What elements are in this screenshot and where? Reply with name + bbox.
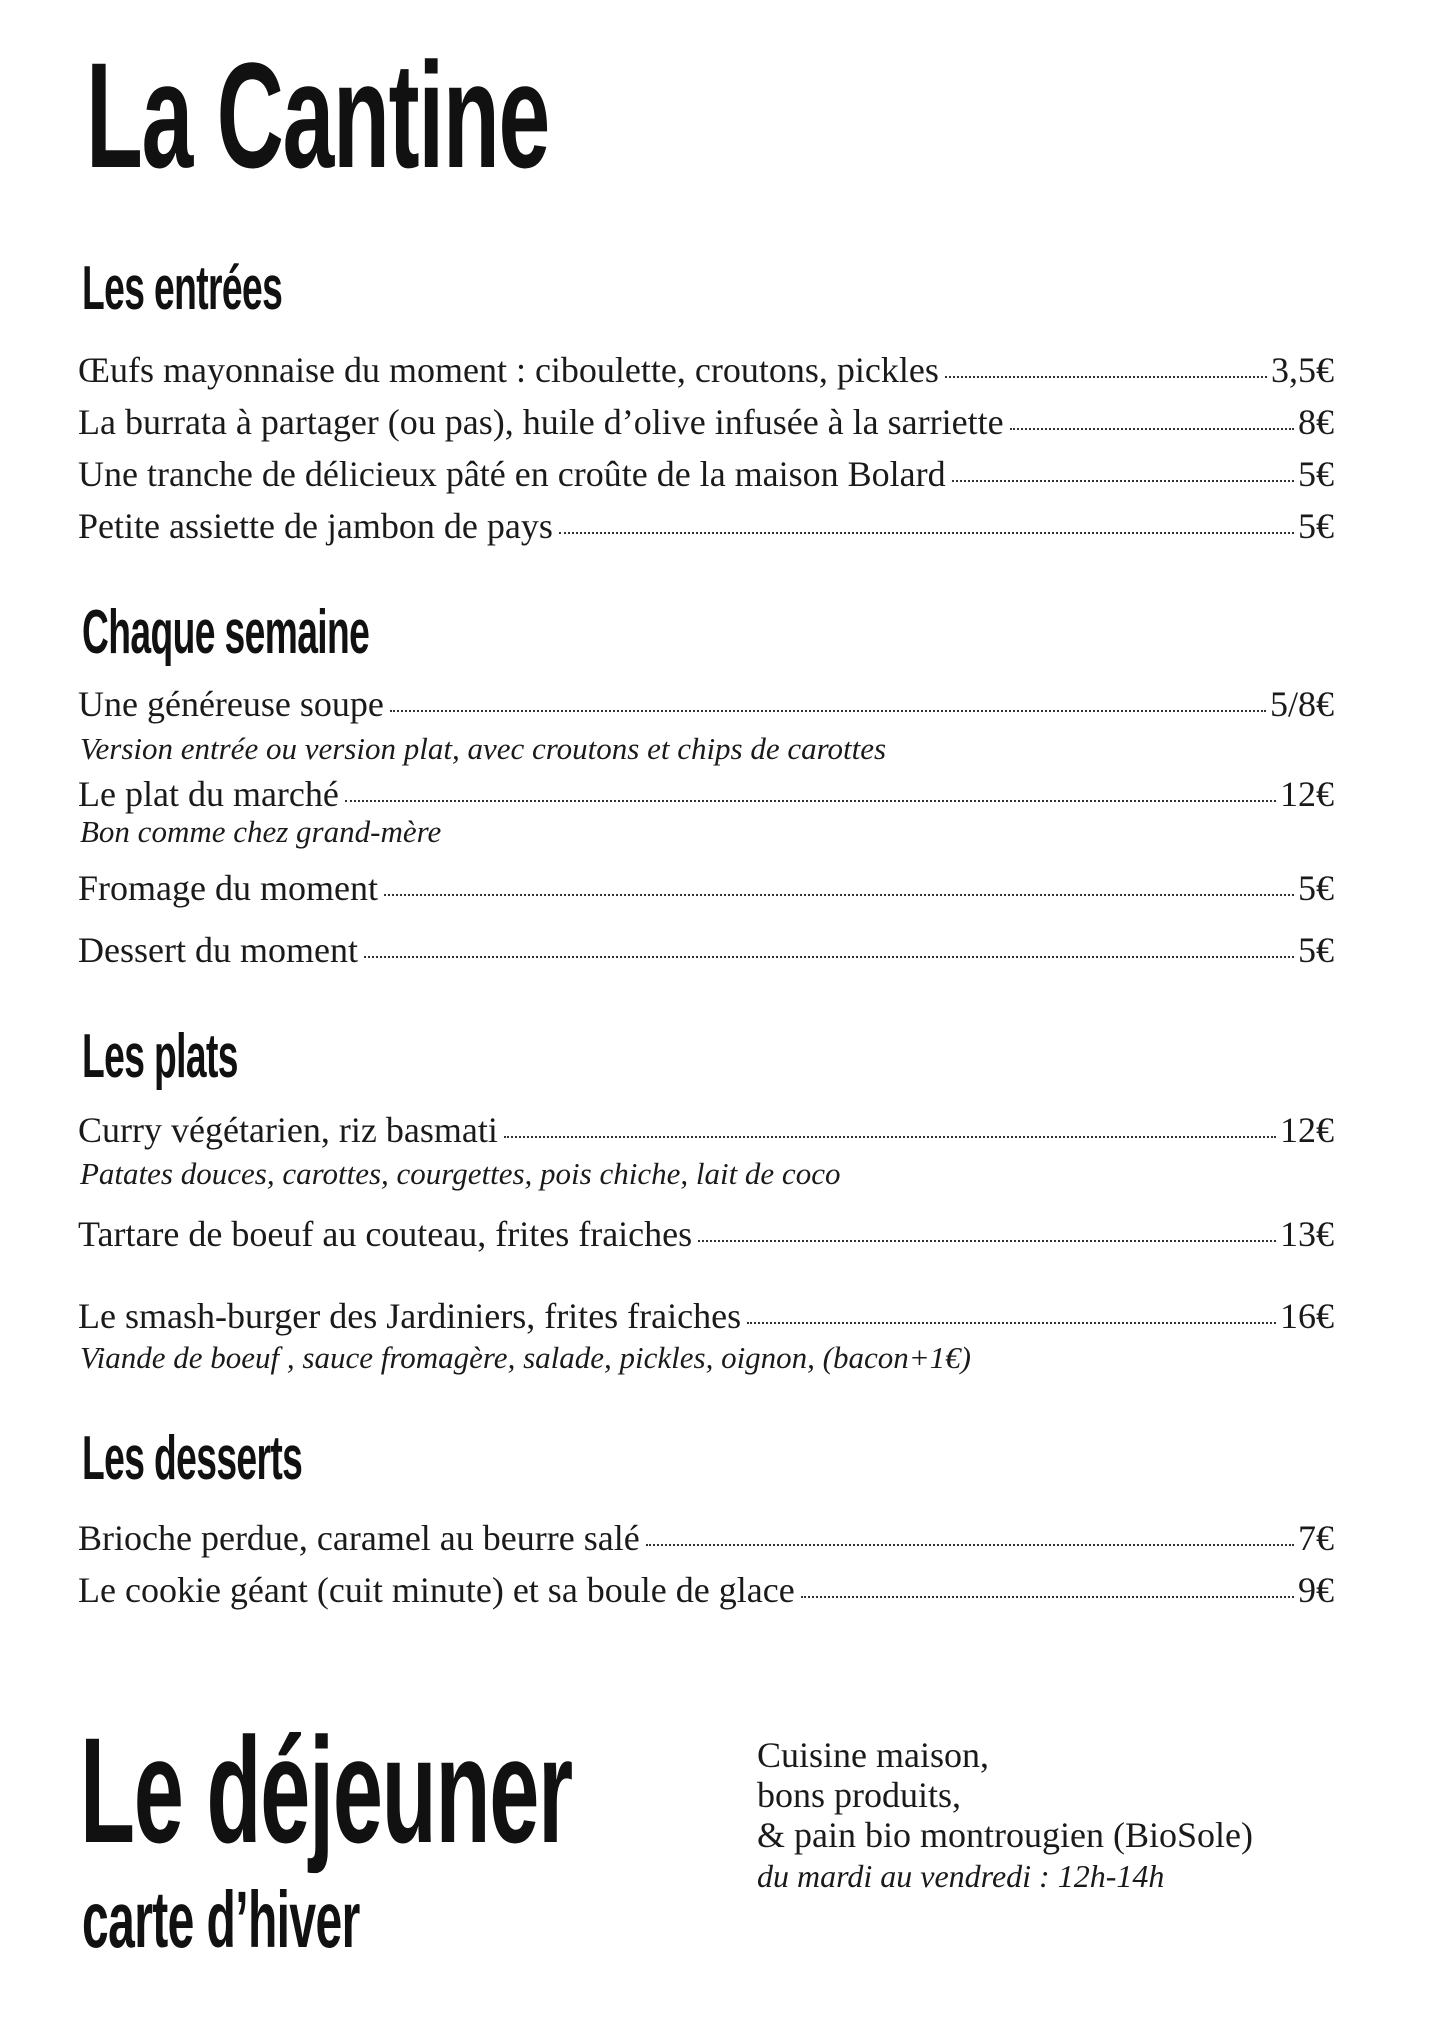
dot-leader <box>801 1596 1294 1598</box>
item-name: Le plat du marché <box>78 774 339 814</box>
item-description: Version entrée ou version plat, avec croutons et chips de carottes <box>80 731 887 766</box>
item-price: 5/8€ <box>1269 684 1334 724</box>
item-price: 7€ <box>1298 1518 1334 1558</box>
section-title-plats: Les plats <box>82 1022 238 1091</box>
dot-leader <box>646 1544 1294 1546</box>
dot-leader <box>390 710 1266 712</box>
section-title-desserts: Les desserts <box>82 1424 303 1493</box>
item-price: 5€ <box>1298 454 1334 494</box>
menu-item-plat-du-marche <box>78 776 1334 812</box>
item-name: Le cookie géant (cuit minute) et sa boule de glace <box>78 1570 795 1610</box>
menu-item-jambon <box>78 508 1334 544</box>
item-price: 8€ <box>1298 402 1334 442</box>
menu-item-fromage <box>78 870 1334 906</box>
item-name: Petite assiette de jambon de pays <box>78 506 553 546</box>
dot-leader <box>945 376 1267 378</box>
item-name: La burrata à partager (ou pas), huile d’olive infusée à la sarriette <box>78 402 1004 442</box>
section-title-entrees: Les entrées <box>82 254 283 323</box>
section-title-chaque-semaine: Chaque semaine <box>82 598 370 667</box>
opening-hours: du mardi au vendredi : 12h-14h <box>757 1858 1165 1894</box>
item-name: Une généreuse soupe <box>78 684 384 724</box>
menu-item-cookie-geant <box>78 1572 1334 1608</box>
item-price: 5€ <box>1298 930 1334 970</box>
item-description: Bon comme chez grand-mère <box>80 814 442 849</box>
item-price: 16€ <box>1280 1296 1334 1336</box>
dot-leader <box>345 800 1276 802</box>
menu-item-brioche-perdue <box>78 1520 1334 1556</box>
item-name: Curry végétarien, riz basmati <box>78 1110 498 1150</box>
dot-leader <box>504 1136 1276 1138</box>
item-name: Fromage du moment <box>78 868 378 908</box>
menu-item-soupe <box>78 686 1334 722</box>
item-price: 3,5€ <box>1271 350 1334 390</box>
item-name: Brioche perdue, caramel au beurre salé <box>78 1518 640 1558</box>
item-price: 9€ <box>1298 1570 1334 1610</box>
footer-title: Le déjeuner <box>80 1706 572 1874</box>
item-description: Patates douces, carottes, courgettes, pois chiche, lait de coco <box>80 1156 841 1191</box>
item-name: Le smash-burger des Jardiniers, frites fraiches <box>78 1296 742 1336</box>
restaurant-name: La Cantine <box>86 31 550 199</box>
item-name: Œufs mayonnaise du moment : ciboulette, croutons, pickles <box>78 350 939 390</box>
item-price: 12€ <box>1280 774 1334 814</box>
footer-subtitle: carte d’hiver <box>82 1875 360 1964</box>
menu-item-smash-burger <box>78 1298 1334 1334</box>
dot-leader <box>1010 428 1294 430</box>
info-line: Cuisine maison, <box>757 1735 989 1775</box>
info-line: bons produits, <box>757 1775 962 1815</box>
item-price: 5€ <box>1298 506 1334 546</box>
item-price: 5€ <box>1298 868 1334 908</box>
dot-leader <box>747 1322 1276 1324</box>
item-price: 13€ <box>1280 1214 1334 1254</box>
item-name: Une tranche de délicieux pâté en croûte de la maison Bolard <box>78 454 946 494</box>
dot-leader <box>952 480 1294 482</box>
menu-item-dessert-du-moment <box>78 932 1334 968</box>
menu-item-tartare <box>78 1216 1334 1252</box>
item-name: Dessert du moment <box>78 930 358 970</box>
menu-item-burrata <box>78 404 1334 440</box>
item-price: 12€ <box>1280 1110 1334 1150</box>
info-line: & pain bio montrougien (BioSole) <box>757 1815 1253 1855</box>
menu-item-oeufs-mayonnaise <box>78 352 1334 388</box>
item-description: Viande de boeuf , sauce fromagère, salade, pickles, oignon, (bacon+1€) <box>80 1340 972 1375</box>
menu-item-pate-en-croute <box>78 456 1334 492</box>
item-name: Tartare de boeuf au couteau, frites fraiches <box>78 1214 693 1254</box>
dot-leader <box>384 894 1294 896</box>
dot-leader <box>698 1240 1276 1242</box>
menu-item-curry <box>78 1112 1334 1148</box>
dot-leader <box>559 532 1294 534</box>
dot-leader <box>364 956 1294 958</box>
